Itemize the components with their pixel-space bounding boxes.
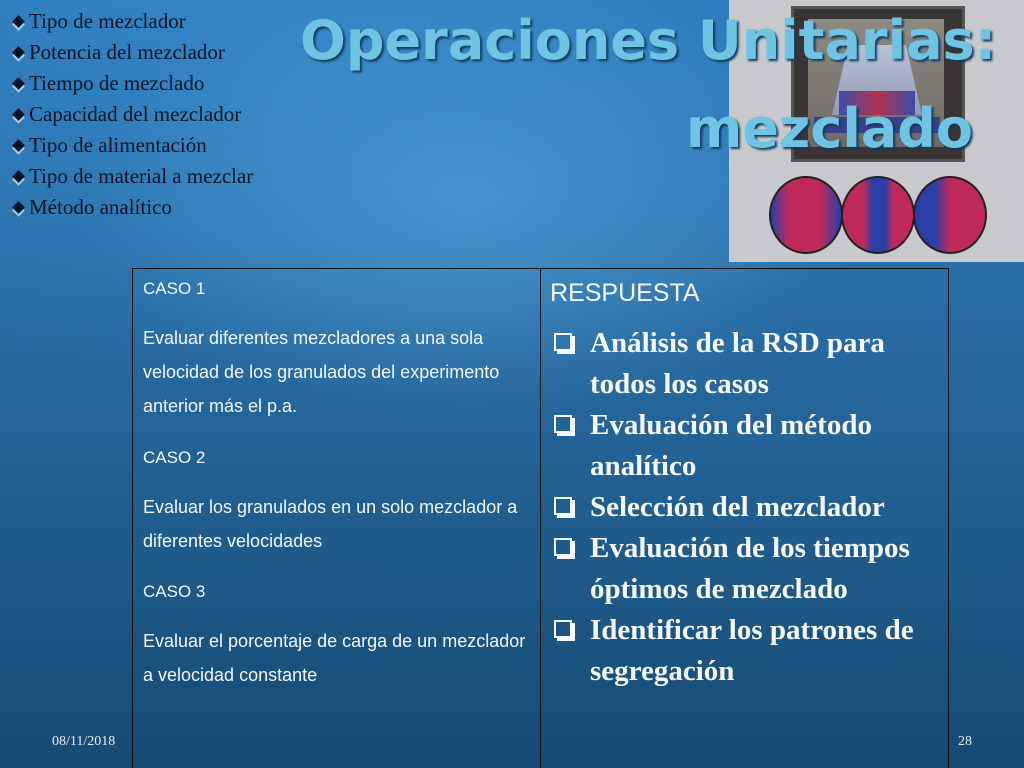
case-description: Evaluar diferentes mezcladores a una sola velocidad de los granulados del experimento anterior más el p.a. — [143, 328, 500, 416]
cases-table — [132, 268, 949, 768]
response-item: Identificar los patrones de segregación — [548, 610, 946, 692]
diamond-bullet-icon — [12, 201, 25, 214]
mixing-pattern-sphere-1 — [769, 176, 843, 254]
title-line-1: Operaciones Unitarias: — [300, 9, 997, 72]
diamond-bullet-icon — [12, 108, 25, 121]
response-item: Evaluación del método analítico — [548, 405, 946, 487]
footer-page-number: 28 — [958, 734, 972, 749]
response-item: Evaluación de los tiempos óptimos de mezclado — [548, 528, 946, 610]
bullet-item: Potencia del mezclador — [8, 37, 253, 68]
bullet-item: Capacidad del mezclador — [8, 99, 253, 130]
bullet-list — [8, 6, 253, 223]
case-label: CASO 1 — [143, 279, 206, 298]
cases-column — [133, 269, 541, 768]
case-description: Evaluar el porcentaje de carga de un mezclador a velocidad constante — [143, 631, 526, 685]
mixing-pattern-sphere-3 — [913, 176, 987, 254]
case-label: CASO 3 — [143, 582, 206, 601]
response-list — [548, 323, 946, 692]
bullet-item: Tipo de alimentación — [8, 130, 253, 161]
title-line-2: mezclado — [686, 97, 974, 160]
case-description: Evaluar los granulados en un solo mezclador a diferentes velocidades — [143, 497, 518, 551]
checkbox-bullet-icon — [554, 620, 572, 638]
bullet-item: Método analítico — [8, 192, 253, 223]
case-label: CASO 2 — [143, 448, 206, 467]
response-header: RESPUESTA — [550, 279, 700, 307]
mixing-pattern-sphere-2 — [841, 176, 915, 254]
checkbox-bullet-icon — [554, 333, 572, 351]
bullet-item: Tiempo de mezclado — [8, 68, 253, 99]
footer-date: 08/11/2018 — [52, 734, 116, 749]
response-column — [542, 269, 948, 768]
diamond-bullet-icon — [12, 46, 25, 59]
diamond-bullet-icon — [12, 139, 25, 152]
diamond-bullet-icon — [12, 77, 25, 90]
response-item: Selección del mezclador — [548, 487, 946, 528]
checkbox-bullet-icon — [554, 497, 572, 515]
bullet-item: Tipo de mezclador — [8, 6, 253, 37]
bullet-item: Tipo de material a mezclar — [8, 161, 253, 192]
diamond-bullet-icon — [12, 15, 25, 28]
checkbox-bullet-icon — [554, 538, 572, 556]
response-item: Análisis de la RSD para todos los casos — [548, 323, 946, 405]
diamond-bullet-icon — [12, 170, 25, 183]
checkbox-bullet-icon — [554, 415, 572, 433]
